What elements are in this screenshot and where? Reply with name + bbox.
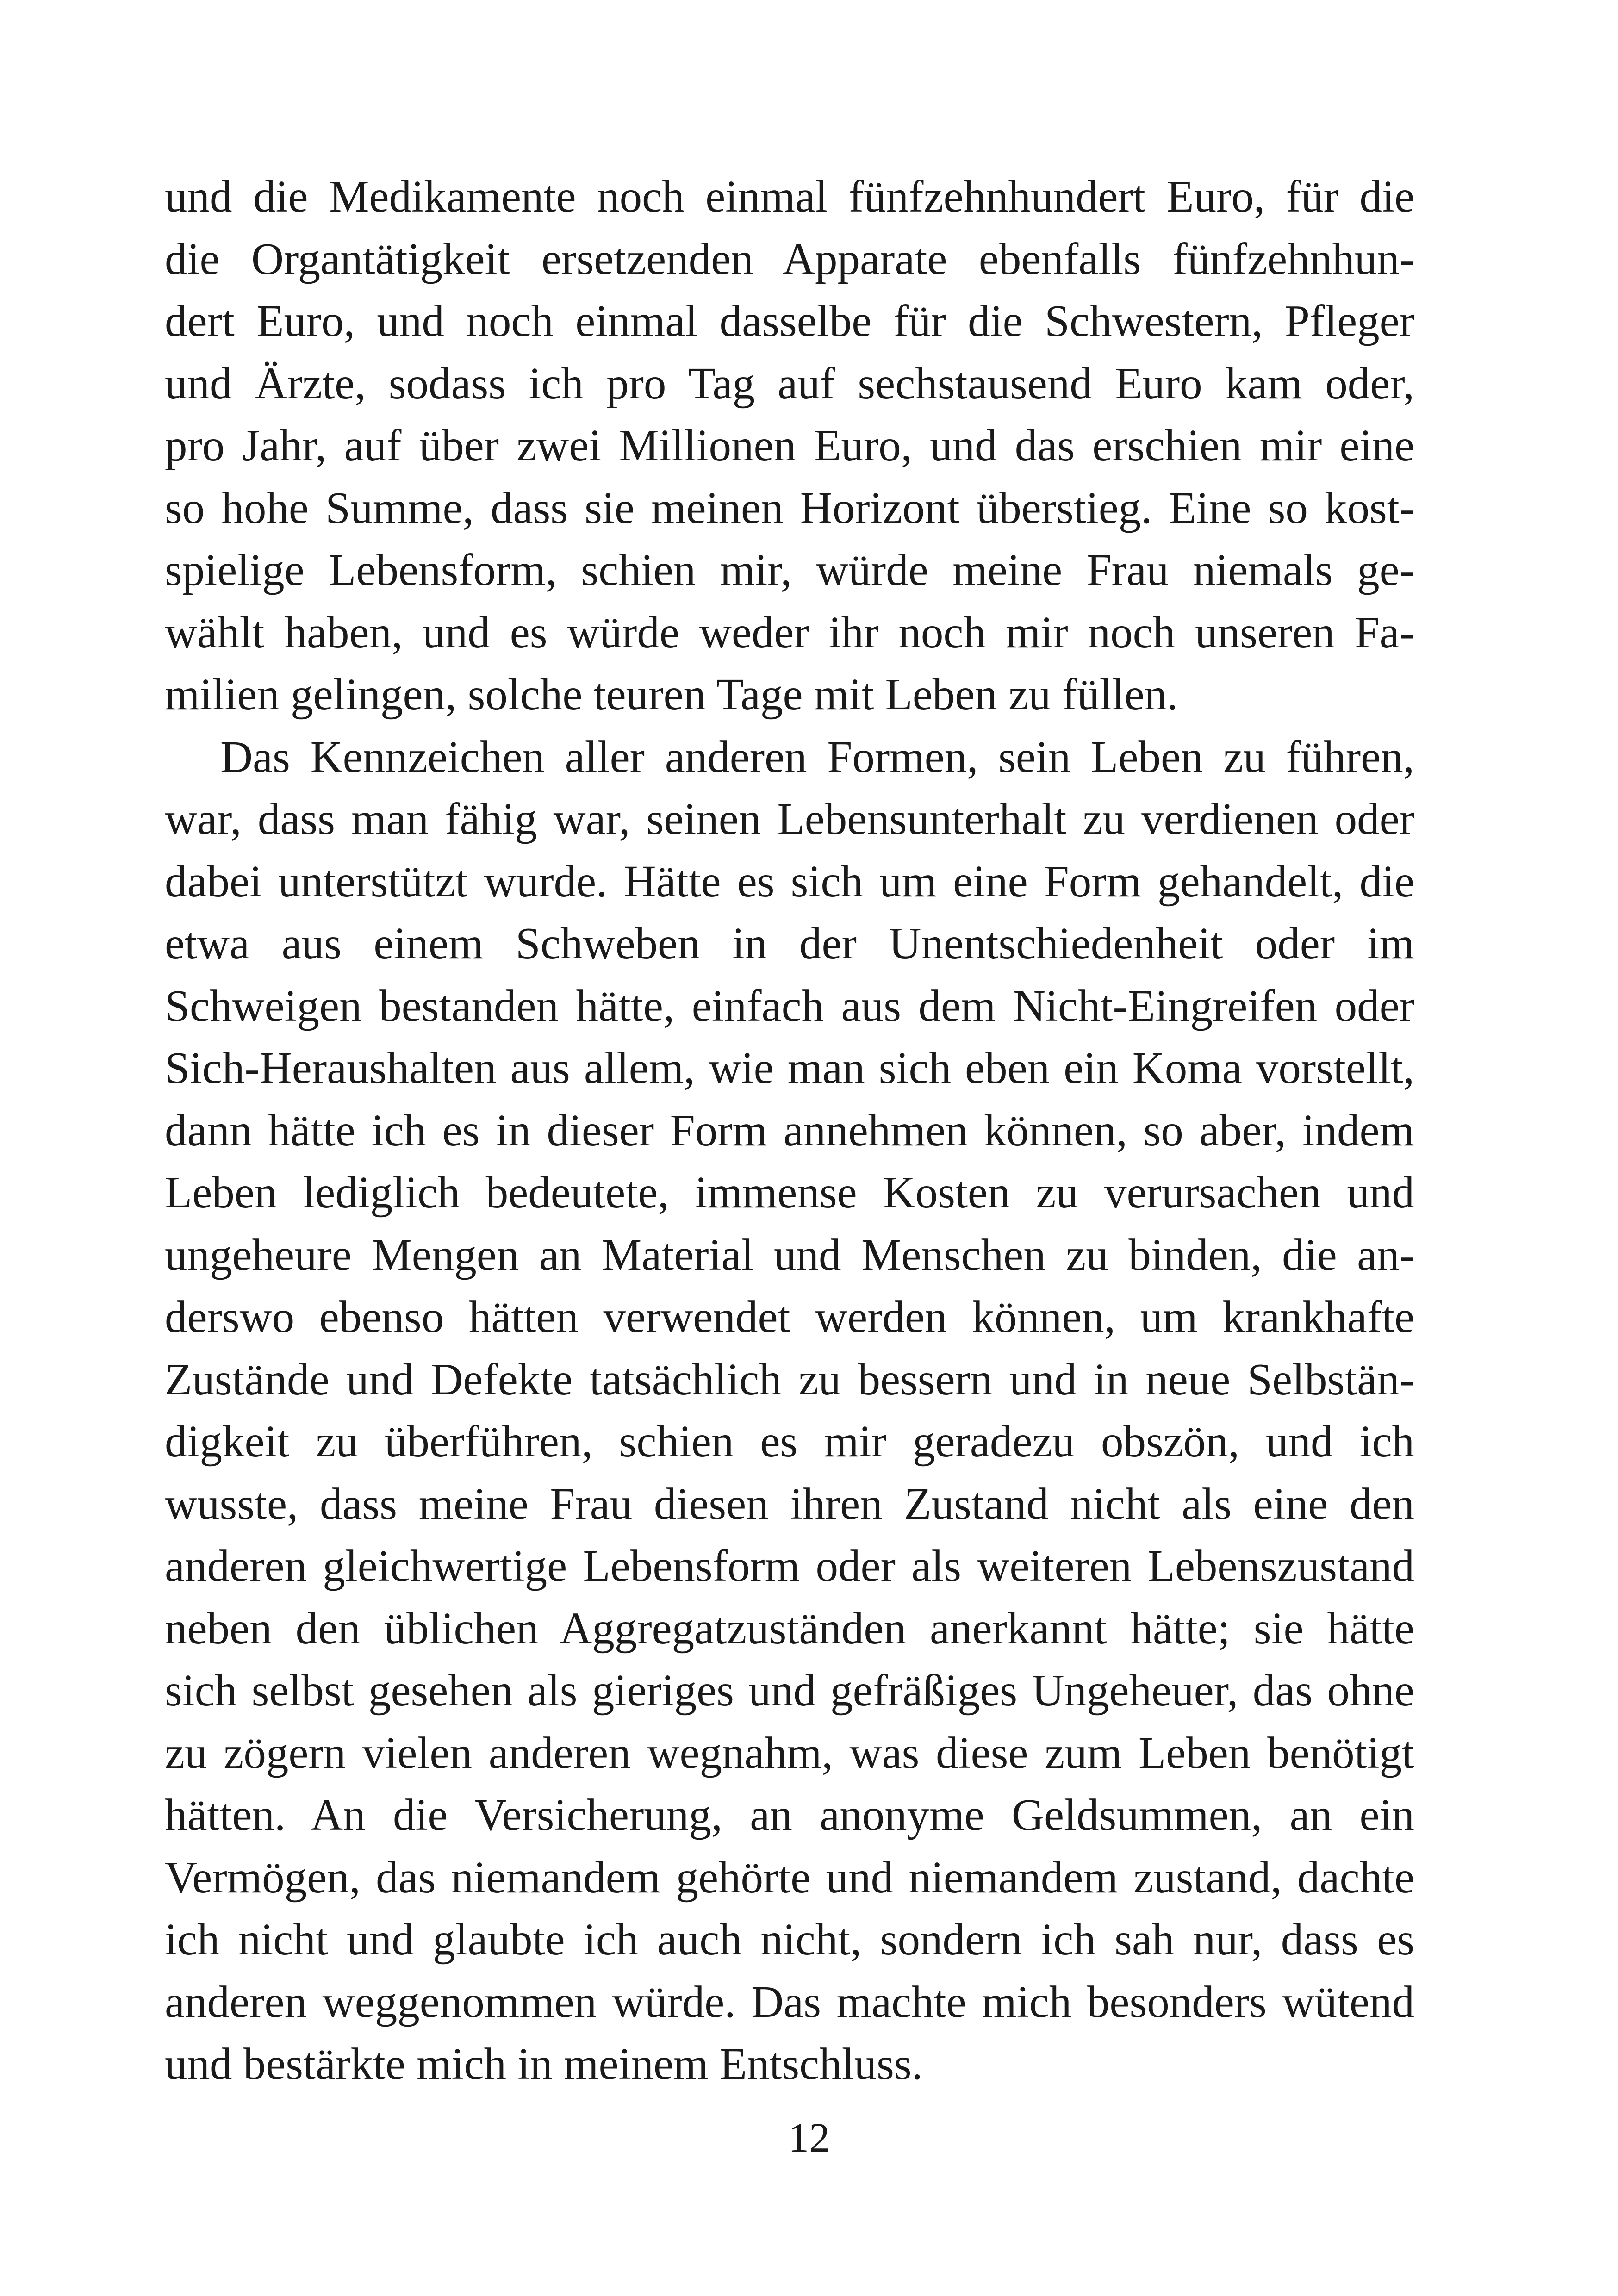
text-line: war, dass man fähig war, seinen Lebensunterhalt zu verdienen oder (165, 794, 1414, 844)
text-line: Das Kennzeichen aller anderen Formen, sein Leben zu führen, (220, 732, 1414, 782)
text-line: dabei unterstützt wurde. Hätte es sich um eine Form gehandelt, die (165, 856, 1414, 906)
text-line: neben den üblichen Aggregatzuständen anerkannt hätte; sie hätte (165, 1603, 1414, 1653)
text-line: anderen weggenommen würde. Das machte mich besonders wütend (165, 1977, 1414, 2027)
text-line: und bestärkte mich in meinem Entschluss. (165, 2039, 923, 2089)
body-text (165, 166, 1414, 2096)
text-line: ich nicht und glaubte ich auch nicht, sondern ich sah nur, dass es (165, 1915, 1414, 1964)
text-line: ungeheure Mengen an Material und Menschen zu binden, die an- (165, 1230, 1414, 1280)
text-line: pro Jahr, auf über zwei Millionen Euro, und das erschien mir eine (165, 421, 1414, 470)
text-line: und Ärzte, sodass ich pro Tag auf sechstausend Euro kam oder, (165, 358, 1414, 408)
paragraph-2 (165, 726, 1414, 2096)
text-line: wusste, dass meine Frau diesen ihren Zustand nicht als eine den (165, 1479, 1414, 1529)
text-line: dann hätte ich es in dieser Form annehmen können, so aber, indem (165, 1105, 1414, 1155)
text-line: und die Medikamente noch einmal fünfzehnhundert Euro, für die (165, 172, 1414, 221)
text-line: digkeit zu überführen, schien es mir geradezu obszön, und ich (165, 1417, 1414, 1466)
text-line: Schweigen bestanden hätte, einfach aus dem Nicht-Eingreifen oder (165, 981, 1414, 1031)
text-line: spielige Lebensform, schien mir, würde meine Frau niemals ge- (165, 545, 1414, 595)
text-line: sich selbst gesehen als gieriges und gefräßiges Ungeheuer, das ohne (165, 1666, 1414, 1715)
text-line: Zustände und Defekte tatsächlich zu bessern und in neue Selbstän- (165, 1354, 1414, 1404)
text-line: Vermögen, das niemandem gehörte und niemandem zustand, dachte (165, 1852, 1414, 1902)
text-line: milien gelingen, solche teuren Tage mit Leben zu füllen. (165, 670, 1178, 719)
text-line: dert Euro, und noch einmal dasselbe für die Schwestern, Pfleger (165, 296, 1414, 346)
text-line: so hohe Summe, dass sie meinen Horizont überstieg. Eine so kost- (165, 483, 1414, 533)
text-line: anderen gleichwertige Lebensform oder als weiteren Lebenszustand (165, 1541, 1414, 1591)
text-line: die Organtätigkeit ersetzenden Apparate ebenfalls fünfzehnhun- (165, 234, 1414, 284)
text-line: Leben lediglich bedeutete, immense Kosten zu verursachen und (165, 1168, 1414, 1217)
text-line: wählt haben, und es würde weder ihr noch mir noch unseren Fa- (165, 607, 1414, 657)
text-line: Sich-Heraushalten aus allem, wie man sich eben ein Koma vorstellt, (165, 1043, 1414, 1093)
text-line: etwa aus einem Schweben in der Unentschiedenheit oder im (165, 919, 1414, 968)
text-line: hätten. An die Versicherung, an anonyme Geldsummen, an ein (165, 1790, 1414, 1840)
paragraph-1 (165, 166, 1414, 726)
page-number: 12 (788, 2115, 830, 2161)
text-line: zu zögern vielen anderen wegnahm, was diese zum Leben benötigt (165, 1728, 1414, 1778)
text-line: derswo ebenso hätten verwendet werden können, um krankhafte (165, 1292, 1414, 1342)
